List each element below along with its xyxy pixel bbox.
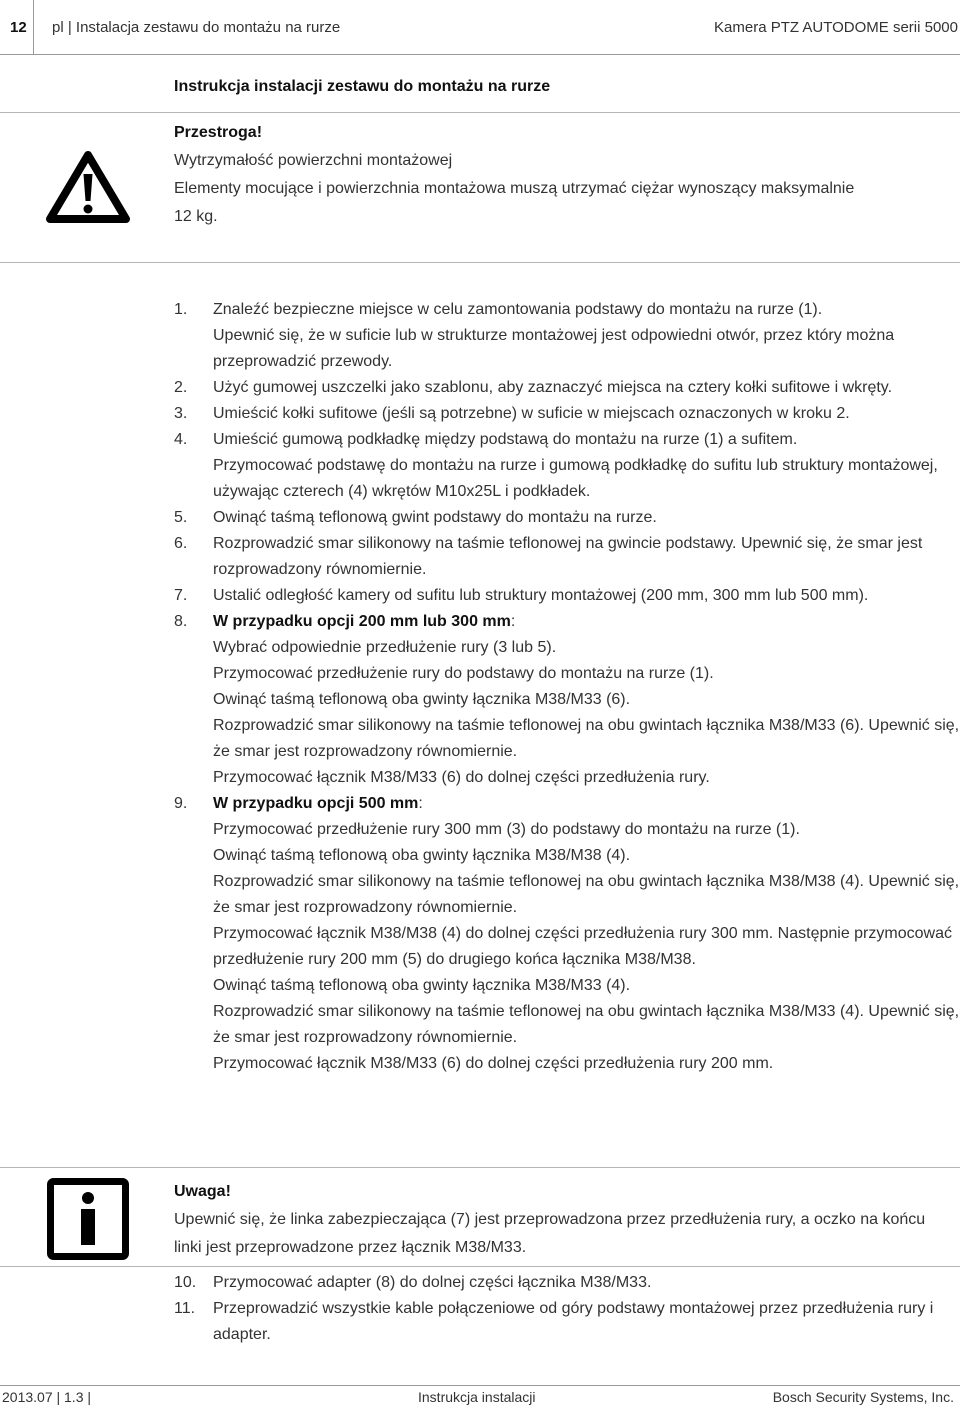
step-number: 7.: [174, 587, 188, 604]
step-number: 1.: [174, 301, 188, 318]
step-text: Przymocować przedłużenie rury 300 mm (3) do podstawy do montażu na rurze (1).: [213, 821, 800, 838]
step-text: Użyć gumowej uszczelki jako szablonu, aby zaznaczyć miejsca na cztery kołki sufitowe i wkręty.: [213, 379, 893, 396]
warning-triangle-icon: [44, 149, 132, 230]
step-text: Owinąć taśmą teflonową oba gwinty łącznika M38/M33 (4).: [213, 977, 631, 994]
step-item: [174, 583, 960, 609]
info-icon: [47, 1178, 129, 1265]
step-number: 9.: [174, 795, 188, 812]
document-title: Kamera PTZ AUTODOME serii 5000: [714, 19, 958, 36]
info-notice: [0, 1167, 960, 1267]
warning-title: Przestroga!: [174, 124, 263, 141]
step-item: [174, 1270, 960, 1296]
step-heading-bold: W przypadku opcji 500 mm: [213, 795, 419, 812]
step-item: [174, 375, 960, 401]
step-heading-bold: W przypadku opcji 200 mm lub 300 mm: [213, 613, 511, 630]
step-text: Umieścić gumową podkładkę między podstawą do montażu na rurze (1) a sufitem.: [213, 431, 798, 448]
step-text: Przymocować podstawę do montażu na rurze i gumową podkładkę do sufitu lub struktury montażowej, używając czterech (4) wkrętów M10x25L i podkładek.: [213, 457, 938, 500]
step-text: Rozprowadzić smar silikonowy na taśmie teflonowej na obu gwintach łącznika M38/M33 (6). Upewnić się, że smar jest rozprowadzony równomiernie.: [213, 717, 960, 760]
note-body: [174, 1178, 934, 1262]
step-text: Przymocować łącznik M38/M38 (4) do dolnej części przedłużenia rury 300 mm. Następnie przymocować przedłużenie rury 200 mm (5) do drugiego końca łącznika M38/M38.: [213, 925, 952, 968]
warning-line: 12 kg.: [174, 208, 218, 225]
page-header: [0, 0, 960, 55]
note-title: Uwaga!: [174, 1183, 231, 1200]
step-item: [174, 531, 960, 583]
step-number: 8.: [174, 613, 188, 630]
step-text: Rozprowadzić smar silikonowy na taśmie teflonowej na gwincie podstawy. Upewnić się, że smar jest rozprowadzony równomiernie.: [213, 535, 923, 578]
step-item: [174, 505, 960, 531]
step-number: 3.: [174, 405, 188, 422]
header-divider: [33, 0, 34, 54]
step-text: Przymocować adapter (8) do dolnej części łącznika M38/M33.: [213, 1274, 652, 1291]
step-text: Owinąć taśmą teflonową oba gwinty łącznika M38/M33 (6).: [213, 691, 631, 708]
step-item: [174, 427, 960, 505]
step-item: [174, 1296, 960, 1348]
step-text: Umieścić kołki sufitowe (jeśli są potrzebne) w suficie w miejscach oznaczonych w kroku 2.: [213, 405, 850, 422]
step-text: Rozprowadzić smar silikonowy na taśmie teflonowej na obu gwintach łącznika M38/M38 (4). Upewnić się, że smar jest rozprowadzony równomiernie.: [213, 873, 960, 916]
step-number: 2.: [174, 379, 188, 396]
step-text: Owinąć taśmą teflonową gwint podstawy do montażu na rurze.: [213, 509, 657, 526]
warning-line: Elementy mocujące i powierzchnia montażowa muszą utrzymać ciężar wynoszący maksymalnie: [174, 180, 855, 197]
step-list-continued: [174, 1270, 960, 1348]
note-text: Upewnić się, że linka zabezpieczająca (7) jest przeprowadzona przez przedłużenia rury, a oczko na końcu linki jest przeprowadzone przez łącznik M38/M33.: [174, 1211, 926, 1256]
page-title: Instrukcja instalacji zestawu do montażu na rurze: [174, 78, 551, 95]
step-text: Upewnić się, że w suficie lub w strukturze montażowej jest odpowiedni otwór, przez który można przeprowadzić przewody.: [213, 327, 895, 370]
step-text: Wybrać odpowiednie przedłużenie rury (3 lub 5).: [213, 639, 557, 656]
step-text: Przeprowadzić wszystkie kable połączeniowe od góry podstawy montażowej przez przedłużenia rury i adapter.: [213, 1300, 934, 1343]
step-text: Przymocować łącznik M38/M33 (6) do dolnej części przedłużenia rury.: [213, 769, 710, 786]
step-number: 4.: [174, 431, 188, 448]
step-item: [174, 297, 960, 375]
step-text: Przymocować przedłużenie rury do podstawy do montażu na rurze (1).: [213, 665, 714, 682]
step-text: Rozprowadzić smar silikonowy na taśmie teflonowej na obu gwintach łącznika M38/M33 (4). Upewnić się, że smar jest rozprowadzony równomiernie.: [213, 1003, 960, 1046]
step-heading: [213, 791, 960, 817]
section-title: pl | Instalacja zestawu do montażu na rurze: [52, 19, 341, 36]
page-number: 12: [10, 19, 27, 36]
step-number: 6.: [174, 535, 188, 552]
footer-version: 2013.07 | 1.3 |: [2, 1389, 92, 1405]
warning-notice: [0, 112, 960, 263]
step-text: Przymocować łącznik M38/M33 (6) do dolnej części przedłużenia rury 200 mm.: [213, 1055, 774, 1072]
step-item: [174, 401, 960, 427]
warning-line: Wytrzymałość powierzchni montażowej: [174, 152, 453, 169]
page-footer: [0, 1385, 960, 1406]
step-item: [174, 791, 960, 1077]
warning-body: [174, 119, 864, 231]
step-number: 5.: [174, 509, 188, 526]
step-number: 10.: [174, 1274, 197, 1291]
footer-doc-type: Instrukcja instalacji: [418, 1389, 536, 1405]
step-number: 11.: [174, 1300, 196, 1317]
footer-company: Bosch Security Systems, Inc.: [772, 1389, 954, 1405]
step-text: Znaleźć bezpieczne miejsce w celu zamontowania podstawy do montażu na rurze (1).: [213, 301, 823, 318]
step-item: [174, 609, 960, 791]
step-text: Owinąć taśmą teflonową oba gwinty łącznika M38/M38 (4).: [213, 847, 631, 864]
step-text: Ustalić odległość kamery od sufitu lub struktury montażowej (200 mm, 300 mm lub 500 mm).: [213, 587, 869, 604]
step-heading-colon: :: [418, 795, 423, 812]
step-list: [174, 297, 960, 1077]
step-heading-colon: :: [510, 613, 516, 630]
step-heading: [213, 609, 960, 635]
